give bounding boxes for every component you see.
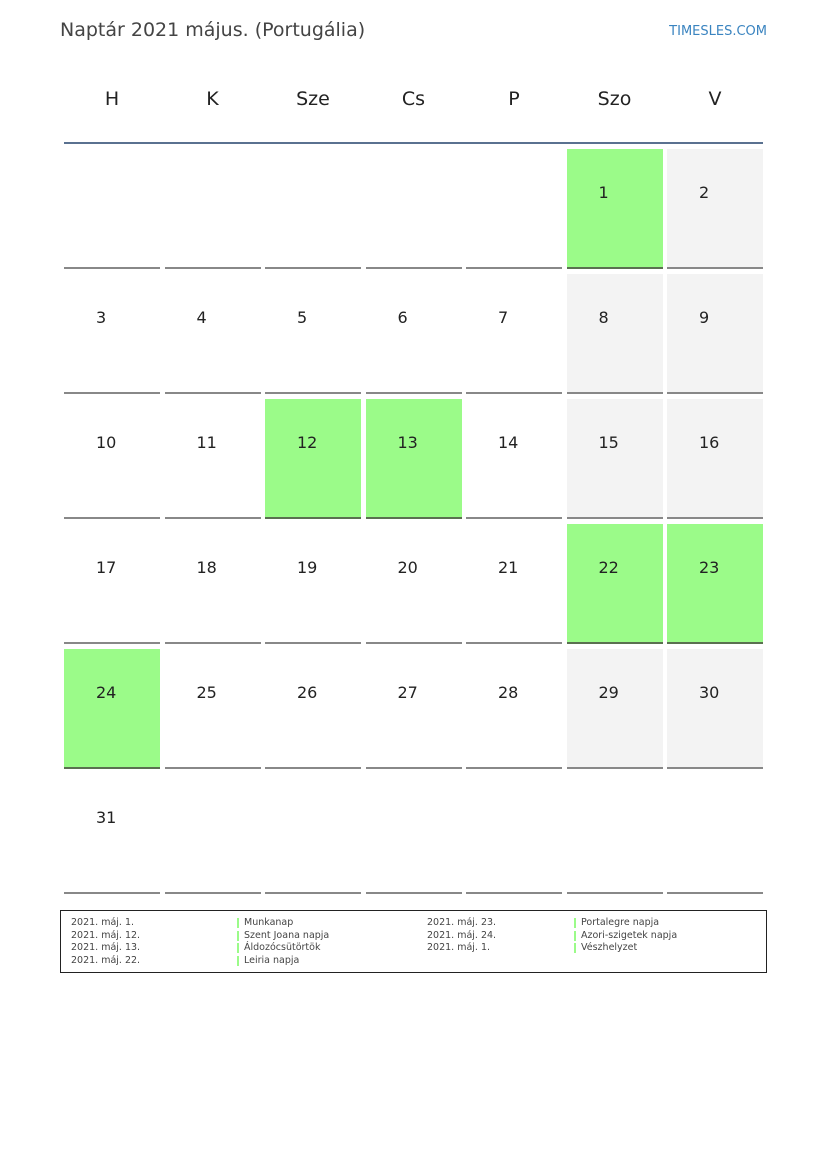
site-link[interactable]: TIMESLES.COM — [669, 24, 767, 39]
empty-cell — [567, 774, 663, 894]
cell-underline — [165, 642, 261, 644]
day-cell[interactable] — [165, 274, 261, 394]
page-title: Naptár 2021 május. (Portugália) — [60, 19, 366, 41]
day-number: 30 — [699, 683, 720, 702]
day-cell[interactable] — [466, 649, 562, 769]
day-cell[interactable] — [567, 274, 663, 394]
weekday-label: K — [206, 88, 219, 110]
cell-underline — [466, 392, 562, 394]
day-number: 16 — [699, 433, 720, 452]
cell-underline — [265, 642, 361, 644]
day-cell[interactable] — [165, 524, 261, 644]
day-cell[interactable] — [667, 649, 763, 769]
cell-underline — [64, 767, 160, 769]
day-cell[interactable] — [366, 399, 462, 519]
weekday-label: P — [508, 88, 520, 110]
day-number: 22 — [598, 558, 619, 577]
legend-holiday-label: Portalegre napja — [581, 917, 660, 928]
cell-underline — [366, 767, 462, 769]
legend-date: 2021. máj. 23. — [427, 917, 497, 928]
day-cell[interactable] — [64, 274, 160, 394]
cell-underline — [667, 767, 763, 769]
legend-holiday-label: Áldozócsütörtök — [244, 942, 321, 953]
legend-color-marker — [574, 918, 576, 928]
day-number: 23 — [699, 558, 720, 577]
empty-cell — [265, 149, 361, 269]
cell-underline — [64, 892, 160, 894]
day-number: 1 — [598, 183, 609, 202]
empty-cell — [466, 774, 562, 894]
day-number: 9 — [699, 308, 710, 327]
cell-underline — [165, 767, 261, 769]
cell-underline — [64, 517, 160, 519]
legend-date: 2021. máj. 22. — [71, 954, 141, 966]
cell-underline — [265, 267, 361, 269]
empty-cell — [165, 774, 261, 894]
cell-underline — [567, 267, 663, 269]
day-number: 14 — [498, 433, 519, 452]
day-number: 27 — [397, 683, 418, 702]
legend-holiday-label: Vészhelyzet — [581, 942, 638, 953]
legend-holiday-label: Leiria napja — [244, 954, 300, 966]
cell-underline — [567, 892, 663, 894]
cell-underline — [466, 517, 562, 519]
day-number: 31 — [96, 808, 117, 827]
day-cell[interactable] — [567, 399, 663, 519]
day-cell[interactable] — [466, 399, 562, 519]
day-number: 12 — [297, 433, 318, 452]
day-cell[interactable] — [567, 649, 663, 769]
day-number: 6 — [397, 308, 408, 327]
legend-color-marker — [237, 956, 239, 966]
day-number: 13 — [397, 433, 418, 452]
legend-color-marker — [237, 943, 239, 953]
legend-date: 2021. máj. 1. — [71, 917, 135, 928]
day-number: 21 — [498, 558, 519, 577]
legend-holiday-label: Munkanap — [244, 917, 294, 928]
cell-underline — [667, 392, 763, 394]
cell-underline — [265, 892, 361, 894]
cell-underline — [366, 642, 462, 644]
weekday-label: Szo — [597, 88, 632, 110]
empty-cell — [366, 774, 462, 894]
day-number: 2 — [699, 183, 710, 202]
empty-cell — [667, 774, 763, 894]
legend-date: 2021. máj. 13. — [71, 942, 141, 953]
legend-color-marker — [237, 931, 239, 941]
cell-underline — [64, 392, 160, 394]
day-number: 11 — [196, 433, 217, 452]
cell-underline — [265, 767, 361, 769]
legend-color-marker — [574, 943, 576, 953]
day-number: 17 — [96, 558, 117, 577]
day-number: 18 — [196, 558, 217, 577]
day-number: 25 — [196, 683, 217, 702]
legend-holiday-name — [237, 942, 320, 954]
legend-color-marker — [574, 931, 576, 941]
cell-underline — [466, 267, 562, 269]
day-cell[interactable] — [265, 649, 361, 769]
empty-cell — [265, 774, 361, 894]
cell-underline — [667, 892, 763, 894]
weekday-label: Cs — [401, 88, 426, 110]
day-cell[interactable] — [667, 274, 763, 394]
day-cell[interactable] — [64, 524, 160, 644]
day-number: 26 — [297, 683, 318, 702]
cell-underline — [165, 892, 261, 894]
day-cell[interactable] — [265, 524, 361, 644]
cell-underline — [466, 767, 562, 769]
cell-underline — [567, 767, 663, 769]
cell-underline — [366, 392, 462, 394]
day-cell[interactable] — [567, 149, 663, 269]
legend-date: 2021. máj. 12. — [71, 929, 141, 941]
day-cell[interactable] — [265, 274, 361, 394]
day-cell[interactable] — [466, 524, 562, 644]
day-number: 8 — [598, 308, 609, 327]
day-number: 5 — [297, 308, 308, 327]
cell-underline — [165, 392, 261, 394]
day-cell[interactable] — [366, 649, 462, 769]
day-cell[interactable] — [265, 399, 361, 519]
cell-underline — [265, 392, 361, 394]
legend-holiday-name — [237, 955, 299, 967]
legend-holiday-name — [574, 942, 637, 954]
empty-cell — [366, 149, 462, 269]
day-cell[interactable] — [366, 524, 462, 644]
day-number: 20 — [397, 558, 418, 577]
day-number: 10 — [96, 433, 117, 452]
day-number: 29 — [598, 683, 619, 702]
day-number: 3 — [96, 308, 107, 327]
cell-underline — [165, 517, 261, 519]
cell-underline — [466, 892, 562, 894]
cell-underline — [667, 267, 763, 269]
day-cell[interactable] — [165, 649, 261, 769]
day-cell[interactable] — [165, 399, 261, 519]
weekday-label: H — [104, 88, 120, 110]
day-cell[interactable] — [466, 274, 562, 394]
calendar-grid — [64, 149, 764, 894]
day-cell[interactable] — [64, 774, 160, 894]
cell-underline — [64, 642, 160, 644]
day-cell[interactable] — [64, 649, 160, 769]
cell-underline — [667, 517, 763, 519]
cell-underline — [567, 392, 663, 394]
day-number: 7 — [498, 308, 509, 327]
day-cell[interactable] — [667, 149, 763, 269]
legend-color-marker — [237, 918, 239, 928]
cell-underline — [265, 517, 361, 519]
day-number: 24 — [96, 683, 117, 702]
header-divider — [64, 142, 763, 144]
cell-underline — [567, 517, 663, 519]
legend-holiday-name — [574, 917, 659, 929]
legend-holiday-name — [237, 917, 293, 929]
cell-underline — [366, 892, 462, 894]
cell-underline — [366, 267, 462, 269]
legend-holiday-name — [237, 930, 329, 942]
day-cell[interactable] — [567, 524, 663, 644]
legend-holiday-label: Szent Joana napja — [244, 929, 330, 941]
cell-underline — [366, 517, 462, 519]
empty-cell — [466, 149, 562, 269]
empty-cell — [64, 149, 160, 269]
legend-holiday-name — [574, 930, 677, 942]
cell-underline — [667, 642, 763, 644]
legend-holiday-label: Azori-szigetek napja — [581, 929, 678, 941]
cell-underline — [165, 267, 261, 269]
day-cell[interactable] — [667, 524, 763, 644]
day-cell[interactable] — [667, 399, 763, 519]
day-number: 28 — [498, 683, 519, 702]
empty-cell — [165, 149, 261, 269]
weekday-label: V — [708, 88, 722, 110]
legend-date: 2021. máj. 24. — [427, 929, 497, 941]
cell-underline — [64, 267, 160, 269]
day-cell[interactable] — [366, 274, 462, 394]
cell-underline — [466, 642, 562, 644]
day-number: 15 — [598, 433, 619, 452]
holiday-legend — [60, 910, 767, 973]
cell-underline — [567, 642, 663, 644]
day-number: 19 — [297, 558, 318, 577]
day-number: 4 — [196, 308, 207, 327]
legend-date: 2021. máj. 1. — [427, 942, 491, 953]
weekday-label: Sze — [296, 88, 330, 110]
weekday-header — [64, 88, 764, 120]
day-cell[interactable] — [64, 399, 160, 519]
